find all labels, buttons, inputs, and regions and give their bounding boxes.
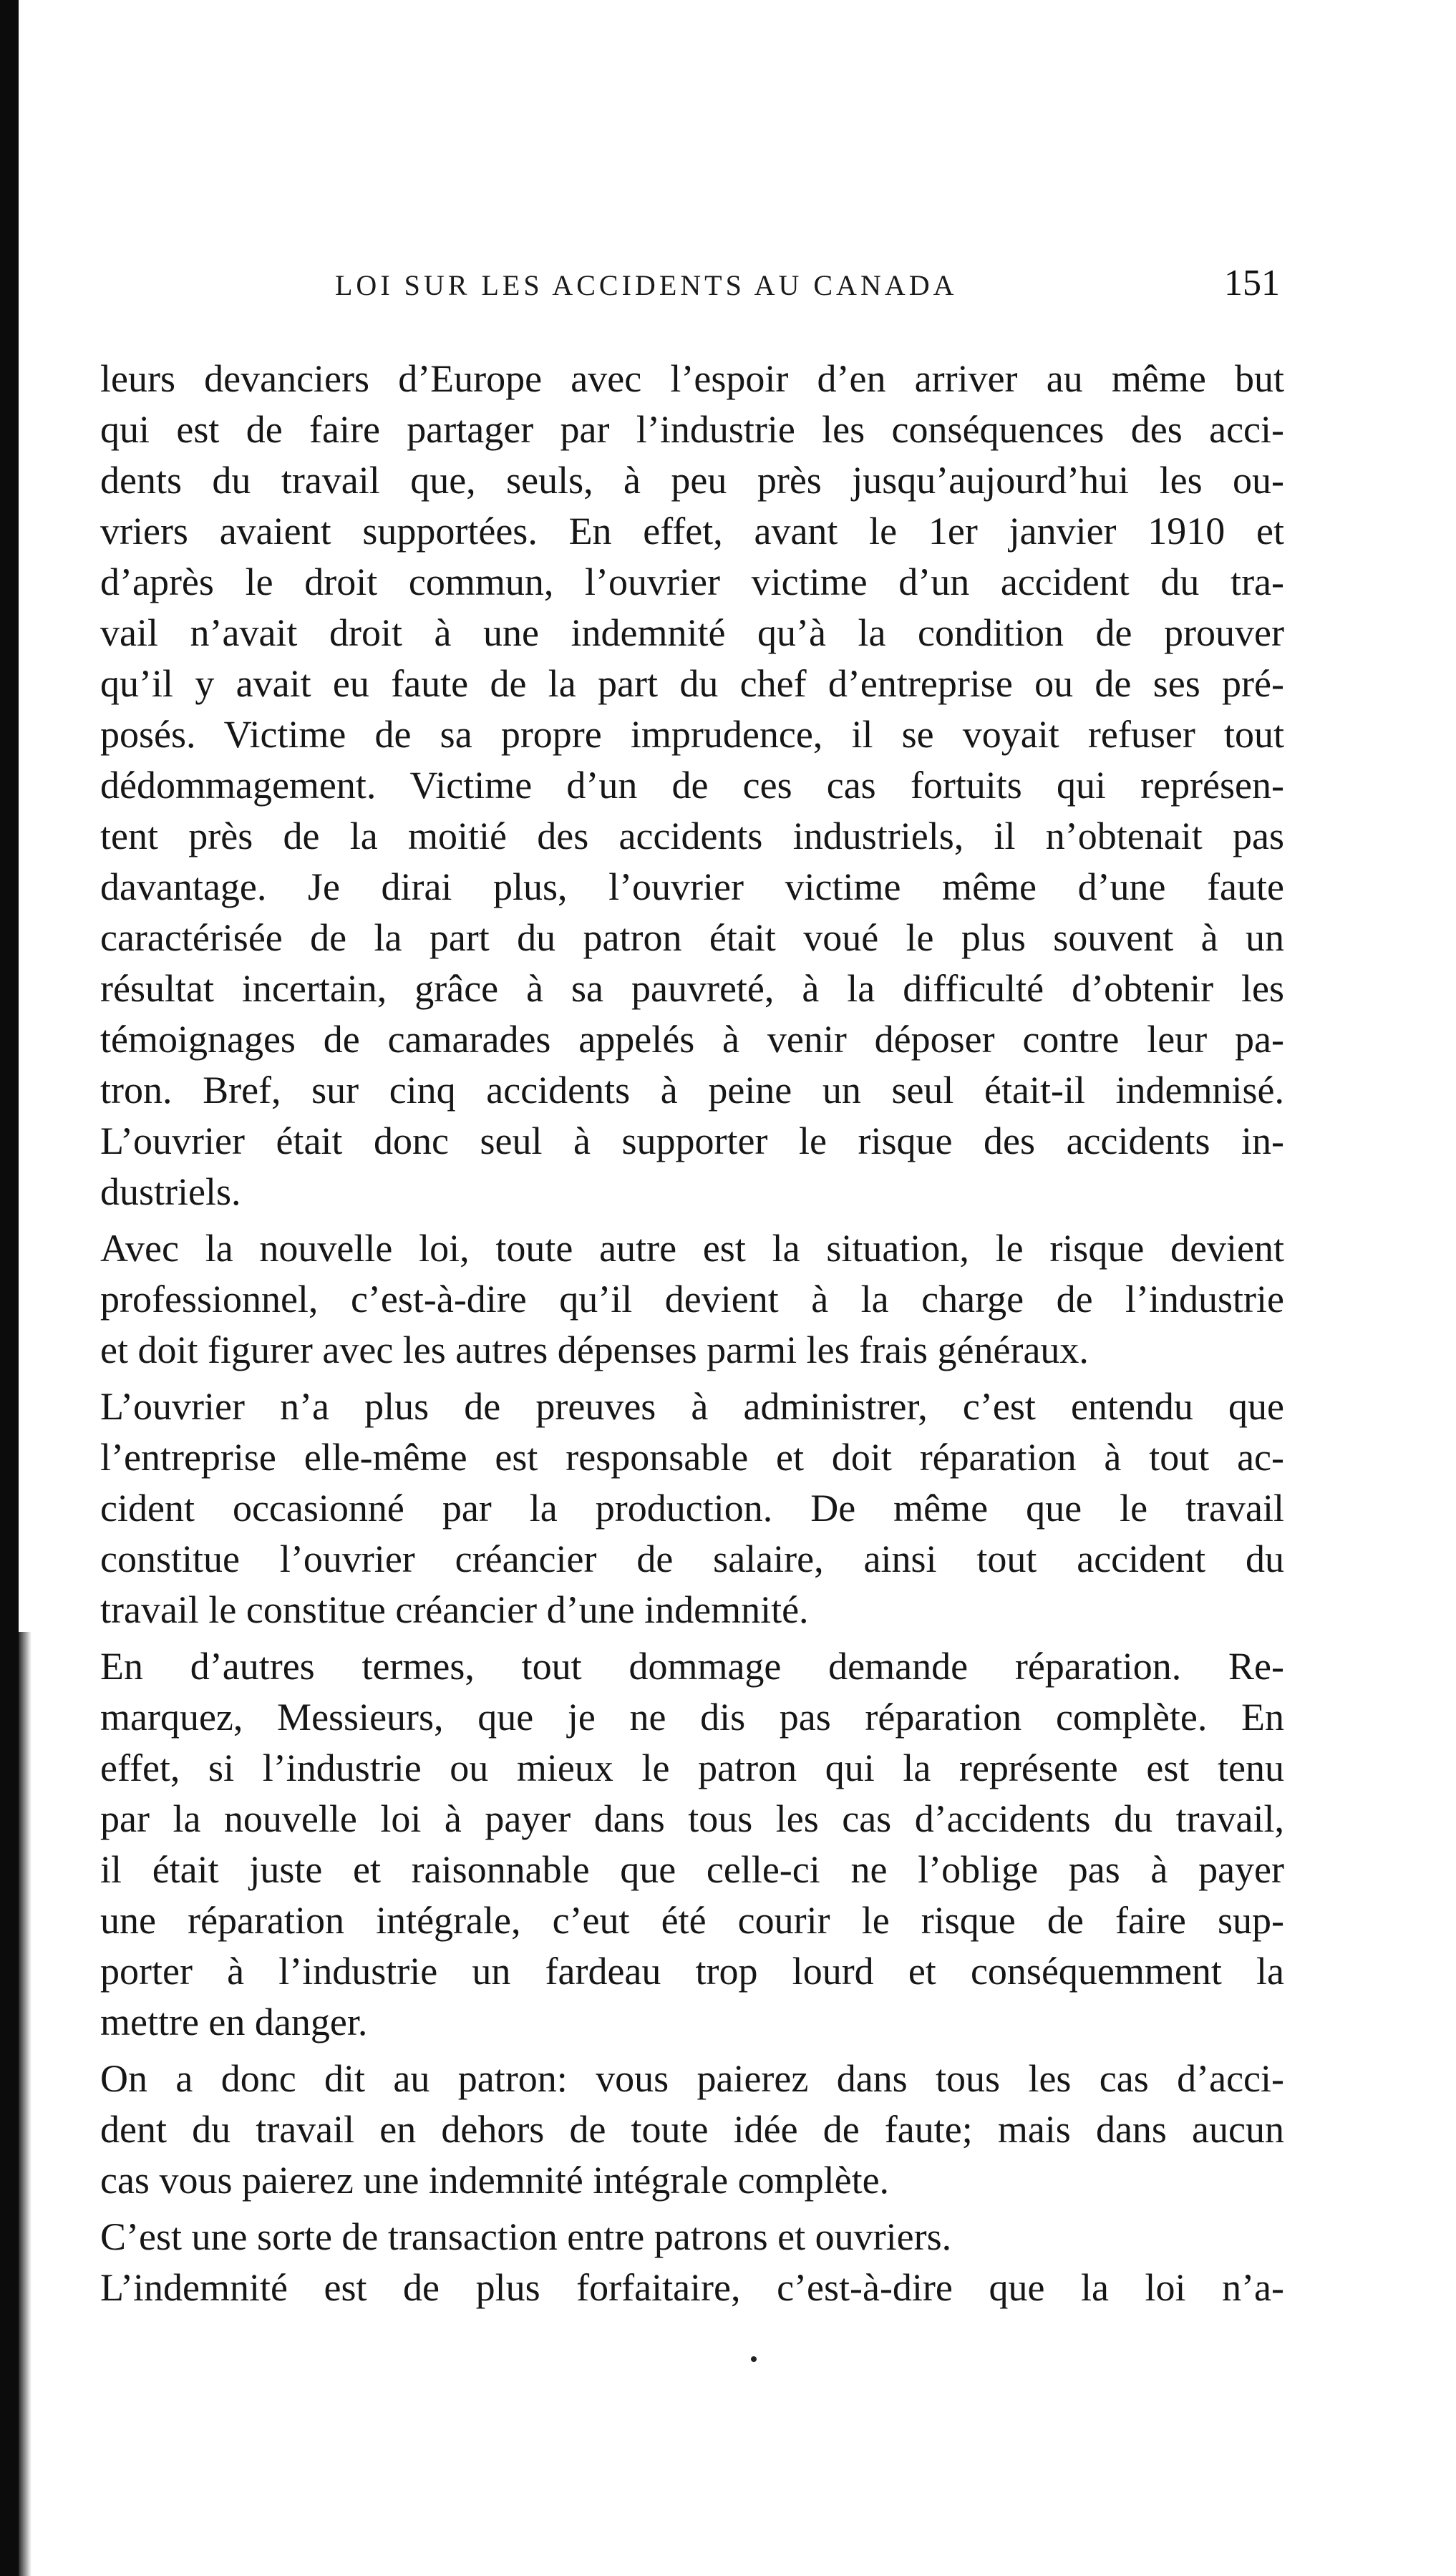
- text-line: qu’il y avait eu faute de la part du chef d’entreprise ou de ses pré-: [100, 662, 1284, 705]
- text-line: effet, si l’industrie ou mieux le patron qui la représente est tenu: [100, 1746, 1284, 1789]
- text-line: par la nouvelle loi à payer dans tous les cas d’accidents du travail,: [100, 1797, 1284, 1840]
- text-line: et doit figurer avec les autres dépenses parmi les frais généraux.: [100, 1328, 1089, 1371]
- text-line: En d’autres termes, tout dommage demande réparation. Re-: [100, 1645, 1284, 1688]
- text-line: tron. Bref, sur cinq accidents à peine un seul était-il indemnisé.: [100, 1069, 1284, 1112]
- text-line: C’est une sorte de transaction entre patrons et ouvriers.: [100, 2215, 952, 2258]
- text-line: On a donc dit au patron: vous paierez dans tous les cas d’acci-: [100, 2057, 1284, 2100]
- text-line: marquez, Messieurs, que je ne dis pas réparation complète. En: [100, 1696, 1284, 1739]
- text-line: dédommagement. Victime d’un de ces cas fortuits qui représen-: [100, 764, 1284, 807]
- text-line: cas vous paierez une indemnité intégrale complète.: [100, 2159, 890, 2202]
- text-line: davantage. Je dirai plus, l’ouvrier victime même d’une faute: [100, 865, 1284, 908]
- text-line: travail le constitue créancier d’une indemnité.: [100, 1588, 809, 1631]
- binding-edge: [0, 0, 19, 2576]
- text-line: vail n’avait droit à une indemnité qu’à la condition de prouver: [100, 611, 1284, 654]
- text-line: professionnel, c’est-à-dire qu’il devient à la charge de l’industrie: [100, 1278, 1284, 1321]
- text-line: dents du travail que, seuls, à peu près jusqu’aujourd’hui les ou-: [100, 459, 1284, 502]
- text-line: L’indemnité est de plus forfaitaire, c’est-à-dire que la loi n’a-: [100, 2266, 1284, 2309]
- text-line: Avec la nouvelle loi, toute autre est la situation, le risque devient: [100, 1227, 1284, 1270]
- text-line: qui est de faire partager par l’industrie les conséquences des acci-: [100, 408, 1284, 451]
- paragraph: [100, 2262, 1284, 2313]
- paragraph: [100, 354, 1284, 1217]
- text-line: dent du travail en dehors de toute idée de faute; mais dans aucun: [100, 2108, 1284, 2151]
- text-line: d’après le droit commun, l’ouvrier victime d’un accident du tra-: [100, 560, 1284, 603]
- running-head: [335, 262, 1280, 319]
- text-line: leurs devanciers d’Europe avec l’espoir d’en arriver au même but: [100, 357, 1284, 400]
- text-line: il était juste et raisonnable que celle-ci ne l’oblige pas à payer: [100, 1848, 1284, 1891]
- paragraph: [100, 2053, 1284, 2206]
- paragraph: [100, 1641, 1284, 2048]
- text-line: une réparation intégrale, c’eut été courir le risque de faire sup-: [100, 1899, 1284, 1942]
- text-line: mettre en danger.: [100, 2001, 368, 2043]
- text-line: caractérisée de la part du patron était voué le plus souvent à un: [100, 916, 1284, 959]
- text-line: cident occasionné par la production. De même que le travail: [100, 1487, 1284, 1530]
- page-number: 151: [1224, 263, 1280, 303]
- text-line: porter à l’industrie un fardeau trop lourd et conséquemment la: [100, 1950, 1284, 1993]
- printer-mark: [751, 2356, 757, 2362]
- text-line: l’entreprise elle-même est responsable et doit réparation à tout ac-: [100, 1436, 1284, 1479]
- text-line: témoignages de camarades appelés à venir déposer contre leur pa-: [100, 1018, 1284, 1061]
- text-line: vriers avaient supportées. En effet, avant le 1er janvier 1910 et: [100, 510, 1284, 553]
- text-line: L’ouvrier n’a plus de preuves à administrer, c’est entendu que: [100, 1385, 1284, 1428]
- text-line: tent près de la moitié des accidents industriels, il n’obtenait pas: [100, 815, 1284, 857]
- text-line: résultat incertain, grâce à sa pauvreté, à la difficulté d’obtenir les: [100, 967, 1284, 1010]
- binding-shadow: [19, 1632, 31, 2576]
- text-line: constitue l’ouvrier créancier de salaire, ainsi tout accident du: [100, 1537, 1284, 1580]
- text-line: L’ouvrier était donc seul à supporter le risque des accidents in-: [100, 1119, 1284, 1162]
- text-line: dustriels.: [100, 1170, 241, 1213]
- running-title: LOI SUR LES ACCIDENTS AU CANADA: [335, 269, 958, 301]
- paragraph: [100, 2212, 1284, 2262]
- paragraph: [100, 1381, 1284, 1635]
- body-text: [100, 354, 1284, 2313]
- text-line: posés. Victime de sa propre imprudence, il se voyait refuser tout: [100, 713, 1284, 756]
- paragraph: [100, 1223, 1284, 1376]
